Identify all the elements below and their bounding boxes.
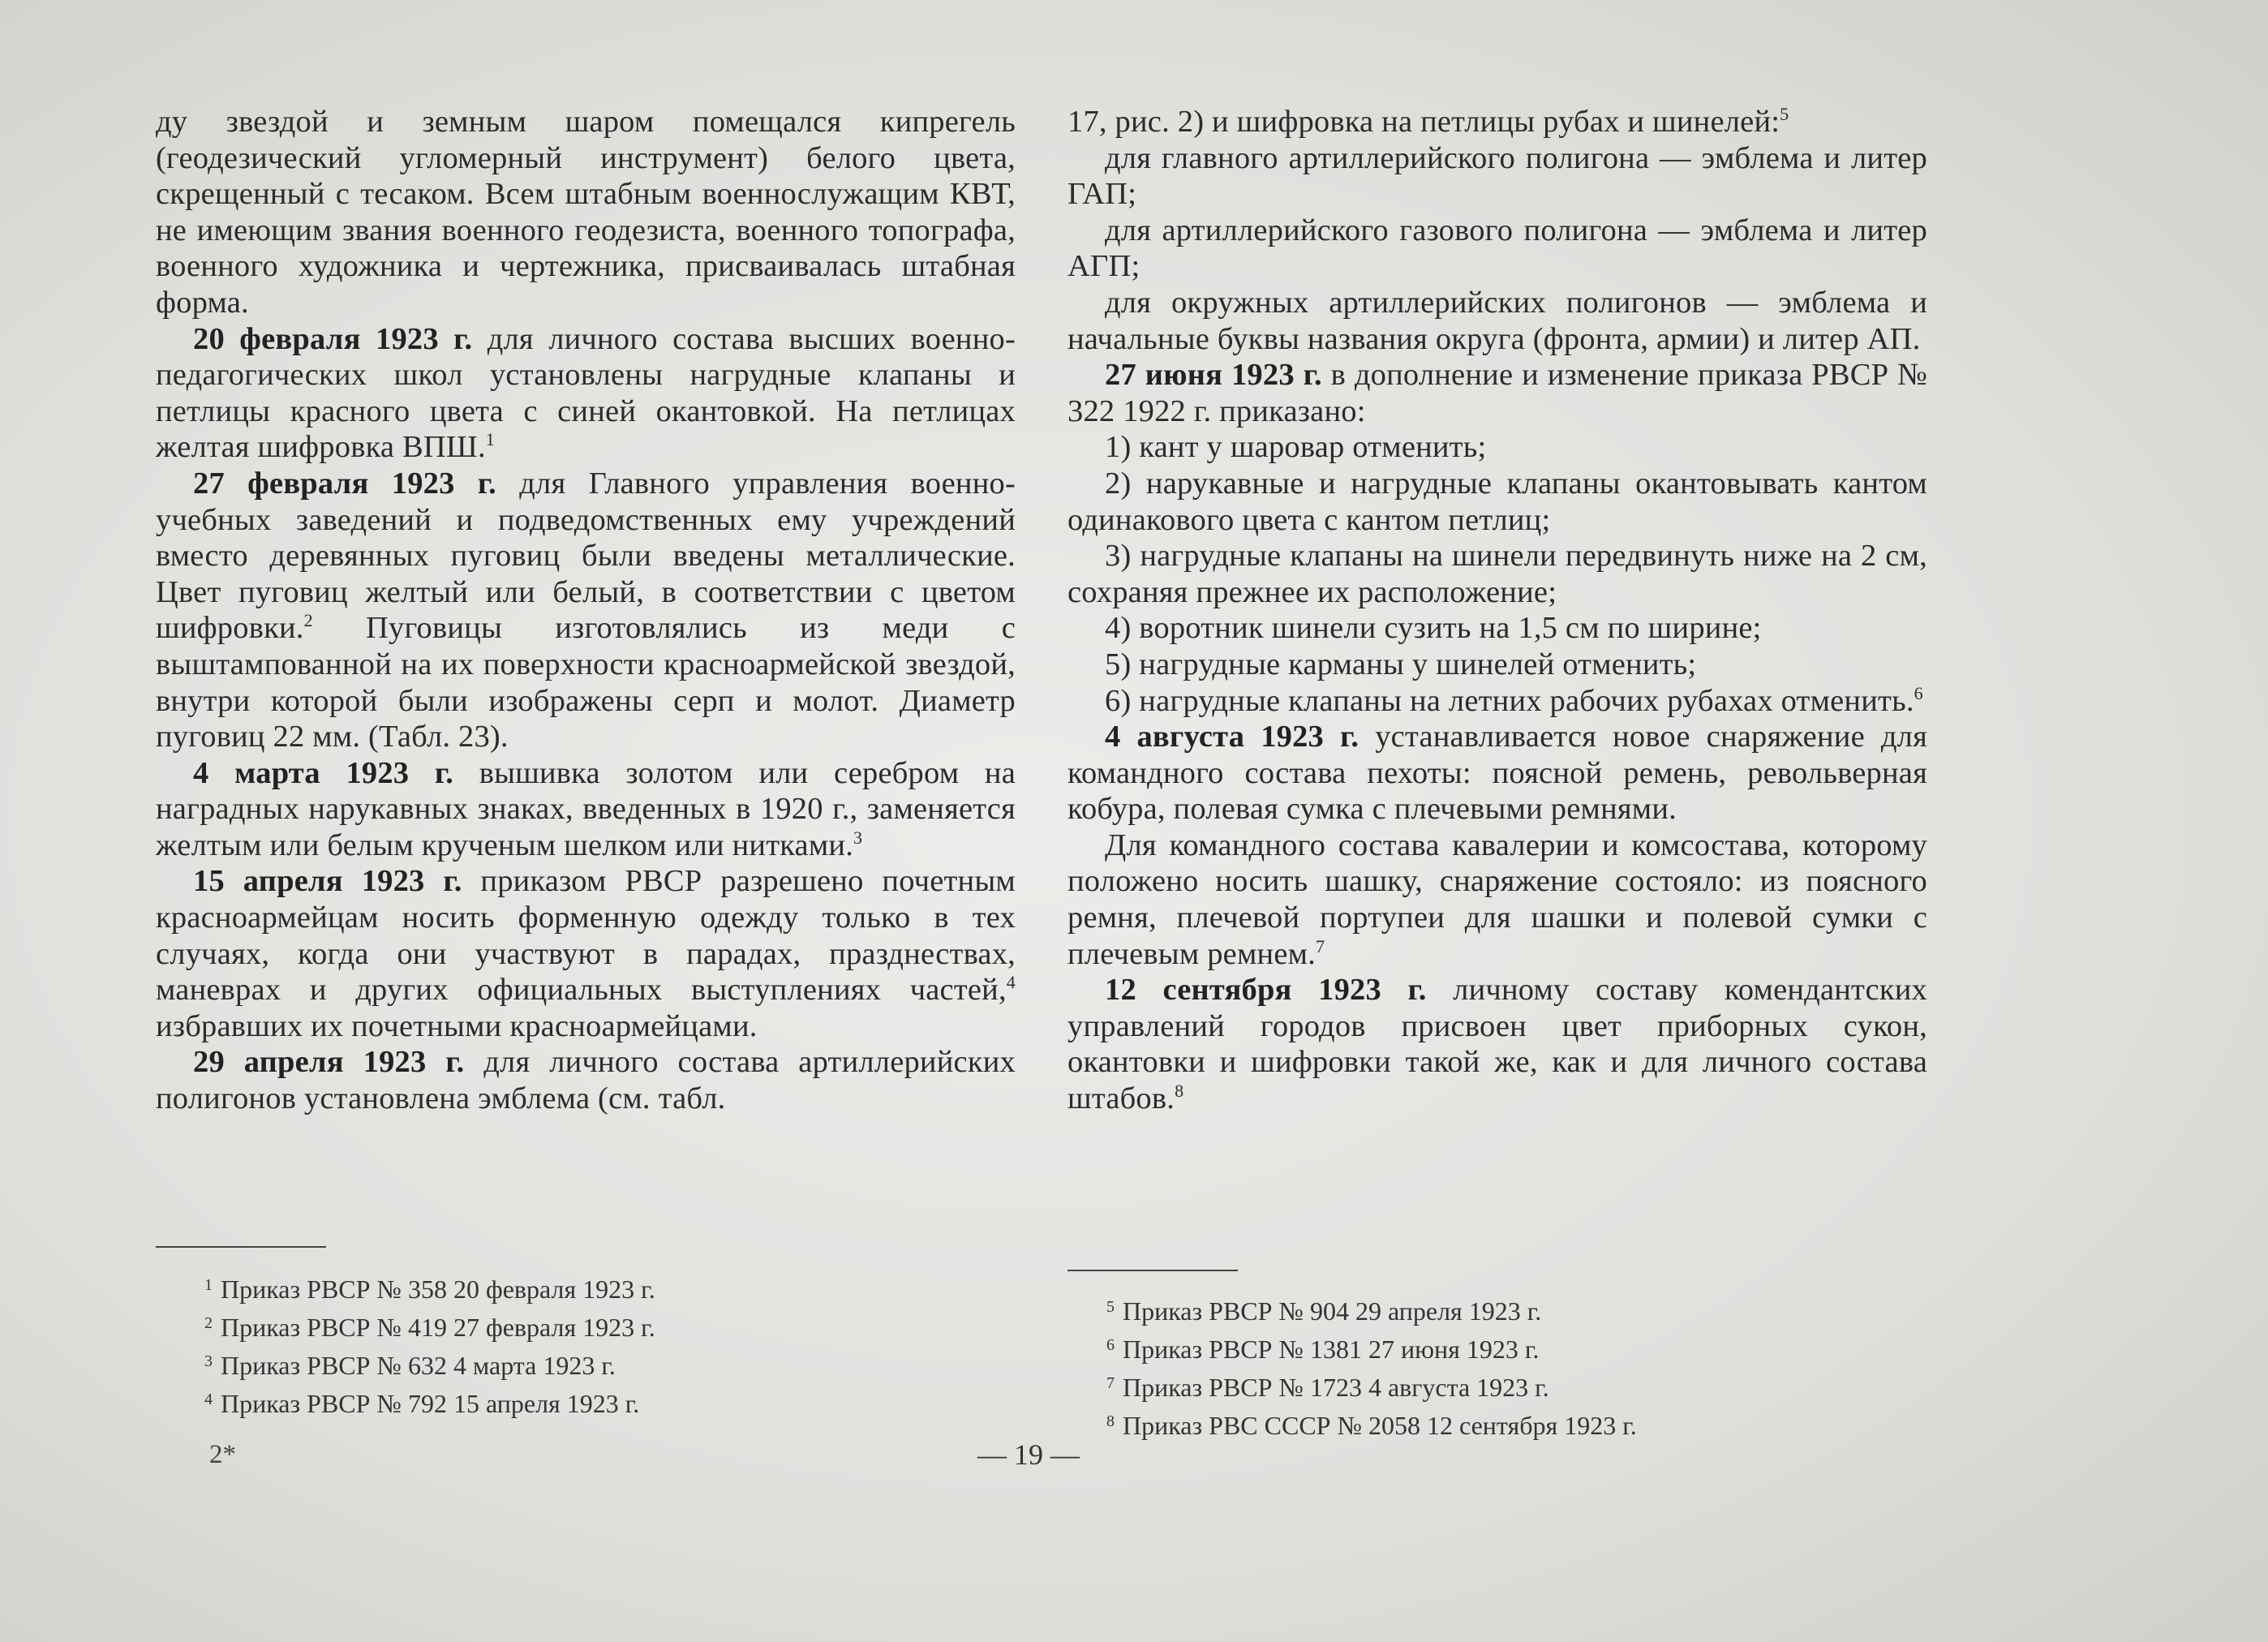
footnote-text: Приказ РВСР № 1723 4 августа 1923 г. — [1123, 1373, 1549, 1402]
paragraph — [156, 755, 1016, 864]
footnote-ref: 4 — [1006, 972, 1016, 993]
footnote — [1106, 1292, 1637, 1330]
paragraph — [1067, 719, 1927, 827]
paragraph-text: Пуговицы изготовлялись из меди с выштампованной на их поверхности красноармейской звездой, внутри которой были изображены серп и молот. Диаметр пуговиц 22 мм. (Табл. 23). — [156, 611, 1016, 754]
footnote-rule — [156, 1246, 326, 1248]
footnote-text: Приказ РВСР № 632 4 марта 1923 г. — [221, 1351, 616, 1380]
footnote — [1106, 1330, 1637, 1369]
paragraph — [1067, 683, 1927, 720]
date-lead: 29 апреля 1923 г. — [193, 1045, 465, 1080]
paragraph — [156, 466, 1016, 755]
footnote-number: 6 — [1106, 1336, 1115, 1354]
signature-mark: 2* — [209, 1440, 236, 1469]
footnote-text: Приказ РВСР № 358 20 февраля 1923 г. — [221, 1274, 655, 1304]
paragraph-text: для личного состава артиллерийских полигонов установлена эмблема (см. табл. — [156, 1045, 1016, 1116]
paragraph — [1067, 827, 1927, 972]
footnote-ref: 8 — [1175, 1081, 1184, 1102]
right-body-text — [1067, 104, 1927, 1117]
footnote-number: 5 — [1106, 1298, 1115, 1316]
footnote — [204, 1309, 655, 1347]
footnote-number: 2 — [204, 1314, 213, 1332]
paragraph-text: 4) воротник шинели сузить на 1,5 см по ширине; — [1105, 611, 1762, 646]
paragraph-text: ду звездой и земным шаром помещался кипрегель (геодезический угломерный инструмент) белого цвета, скрещенный с тесаком. Всем штабным военнослужащим КВТ, не имеющим звания военного геодезиста, военного топографа, военного художника и чертежника, присваивалась штабная форма. — [156, 105, 1016, 320]
paragraph-text: 17, рис. 2) и шифровка на петлицы рубах и шинелей: — [1067, 105, 1780, 139]
date-lead: 20 февраля 1923 г. — [193, 321, 473, 356]
paragraph — [156, 321, 1016, 466]
right-footnotes — [1106, 1292, 1637, 1445]
paragraph-text: вышивка золотом или серебром на наградных нарукавных знаках, введенных в 1920 г., заменяется желтым или белым крученым шелком или нитками. — [156, 755, 1016, 862]
footnote-text: Приказ РВСР № 904 29 апреля 1923 г. — [1123, 1296, 1542, 1326]
date-lead: 12 сентября 1923 г. — [1105, 973, 1427, 1008]
paragraph-text: Для командного состава кавалерии и комсостава, которому положено носить шашку, снаряжение состояло: из поясного ремня, плечевой портупеи для шашки и полевой сумки с плечевым ремнем. — [1067, 827, 1927, 971]
footnote — [204, 1270, 655, 1309]
paragraph-text: 5) нагрудные карманы у шинелей отменить; — [1105, 647, 1697, 681]
paragraph — [1067, 647, 1927, 683]
paragraph-text: в дополнение и изменение приказа РВСР № 322 1922 г. приказано: — [1067, 358, 1927, 428]
paragraph-text: 1) кант у шаровар отменить; — [1105, 430, 1487, 465]
left-column — [156, 104, 1016, 1418]
paragraph-text: избравших их почетными красноармейцами. — [156, 1008, 758, 1043]
date-lead: 15 апреля 1923 г. — [193, 864, 462, 899]
paragraph-text: для главного артиллерийского полигона — эмблема и литер ГАП; — [1067, 140, 1927, 212]
paragraph — [1067, 538, 1927, 610]
footnote — [204, 1347, 655, 1385]
footnote-ref: 6 — [1914, 682, 1923, 703]
footnote-text: Приказ РВСР № 792 15 апреля 1923 г. — [221, 1389, 640, 1418]
footnote-number: 8 — [1106, 1412, 1115, 1430]
footnote-ref: 5 — [1780, 104, 1789, 124]
paragraph-text: устанавливается новое снаряжение для командного состава пехоты: поясной ремень, револьверная кобура, полевая сумка с плечевыми ремнями. — [1067, 720, 1927, 827]
paragraph-text: для Главного управления военно-учебных заведений и подведомственных ему учреждений вместо деревянных пуговиц были введены металлические. Цвет пуговиц желтый или белый, в соответствии с цветом шифровки. — [156, 466, 1016, 646]
footnote-number: 4 — [204, 1391, 213, 1408]
paragraph — [156, 104, 1016, 321]
date-lead: 4 марта 1923 г. — [193, 755, 454, 790]
paragraph — [1067, 429, 1927, 466]
paragraph-text: для артиллерийского газового полигона — эмблема и литер АГП; — [1067, 213, 1927, 284]
paragraph-text: приказом РВСР разрешено почетным красноармейцам носить форменную одежду только в тех случаях, когда они участвуют в парадах, празднествах, маневрах и других официальных выступлениях частей, — [156, 864, 1016, 1008]
paragraph — [1067, 104, 1927, 140]
paragraph-text: 3) нагрудные клапаны на шинели передвинуть ниже на 2 см, сохраняя прежнее их расположение; — [1067, 539, 1927, 609]
footnote-text: Приказ РВС СССР № 2058 12 сентября 1923 г. — [1123, 1411, 1637, 1440]
paragraph-text: для личного состава высших военно-педагогических школ установлены нагрудные клапаны и петлицы красного цвета с синей окантовкой. На петлицах желтая шифровка ВПШ. — [156, 321, 1016, 465]
paragraph-text: 2) нарукавные и нагрудные клапаны окантовывать кантом одинакового цвета с кантом петлиц; — [1067, 466, 1927, 537]
date-lead: 27 февраля 1923 г. — [193, 466, 496, 501]
right-column — [1067, 104, 1927, 1440]
footnote-rule — [1067, 1270, 1238, 1271]
footnote-ref: 2 — [303, 610, 313, 631]
footnote-number: 3 — [204, 1352, 213, 1370]
footnote-number: 1 — [204, 1276, 213, 1294]
left-footnotes — [204, 1270, 655, 1423]
paragraph-text: для окружных артиллерийских полигонов — эмблема и начальные буквы названия округа (фронта, армии) и литер АП. — [1067, 285, 1927, 356]
footnote-number: 7 — [1106, 1374, 1115, 1392]
paragraph — [1067, 285, 1927, 357]
paragraph-text: 6) нагрудные клапаны на летних рабочих рубахах отменить. — [1105, 683, 1914, 718]
footnote-ref: 3 — [853, 827, 863, 848]
paragraph — [1067, 610, 1927, 647]
paragraph — [1067, 140, 1927, 213]
paragraph-text: личному составу комендантских управлений городов присвоен цвет приборных сукон, окантовки и шифровки такой же, как и для личного состава штабов. — [1067, 973, 1927, 1116]
footnote-ref: 7 — [1316, 935, 1325, 956]
footnote-text: Приказ РВСР № 1381 27 июня 1923 г. — [1123, 1335, 1540, 1364]
left-body-text — [156, 104, 1016, 1117]
paragraph — [1067, 466, 1927, 538]
paragraph — [1067, 213, 1927, 285]
footnote — [1106, 1369, 1637, 1407]
footnote-ref: 1 — [485, 429, 495, 450]
footnote — [1106, 1407, 1637, 1445]
footnote-text: Приказ РВСР № 419 27 февраля 1923 г. — [221, 1313, 655, 1342]
date-lead: 4 августа 1923 г. — [1105, 720, 1360, 754]
footnote — [204, 1385, 655, 1423]
paragraph — [156, 863, 1016, 1044]
date-lead: 27 июня 1923 г. — [1105, 358, 1322, 393]
paragraph — [1067, 972, 1927, 1116]
paragraph — [1067, 357, 1927, 429]
paragraph — [156, 1044, 1016, 1116]
page-number: — 19 — — [977, 1438, 1080, 1471]
